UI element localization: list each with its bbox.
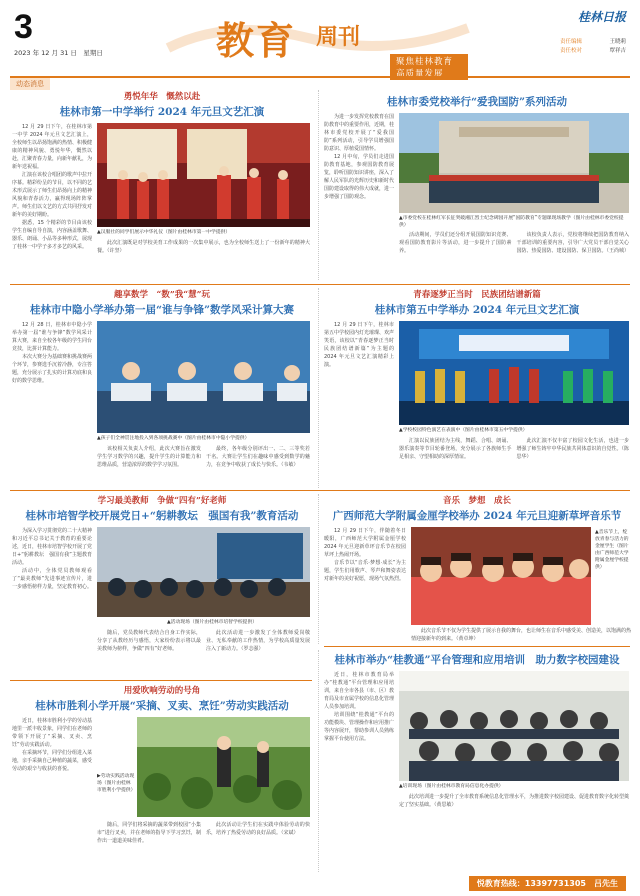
article-paragraph: 活动中，全体党员教师观看了“最美教师”先进事迹宣传片，进一步感悟榜样力量，坚定教育初心。 (12, 568, 93, 590)
article-paragraph: 12 月 29 日下午，在桂林市第一中学 2024 年元旦文艺汇演上，全校师生以昂扬饱满的热情、积极健康的精神风貌、勇悦年华，慨然以赴，汇聚青春力量，向新年献礼，为新年送祝福。 (12, 124, 93, 170)
issue-date: 2023 年 12 月 31 日 星期日 (14, 49, 103, 57)
article-paragraph: 此次活动让学生们在实践中体验劳动的快乐，培养了热爱劳动的良好品质。（宋斌） (206, 822, 310, 836)
article-paragraph: 随后，党员教师代表结合自身工作实际，分享了从教经历与感悟，大家纷纷表示将以最美教师为榜样，争做“四有”好老师。 (97, 630, 201, 652)
banner-suffix: 周刊 (316, 24, 361, 50)
photo-caption: ▲汉服社的同学们展示中华礼仪（图片由桂林市第一中学提供） (97, 230, 231, 235)
article-shengli-primary (12, 684, 312, 874)
article-paragraph: 12 月 29 日下午，桂林市第五中学校园内灯光璀璨、欢声笑语，该校以“青春逐梦正当时 民族团结谱新篇”为主题的 2024 年元旦文艺汇演精彩上演。 (324, 322, 400, 368)
section-banner (168, 8, 468, 79)
banner-title: 教育 (216, 18, 297, 63)
column-divider (318, 90, 319, 280)
masthead (0, 0, 640, 79)
article-paragraph: 为进一步发挥党校教育在国防教育中的重要作用，近期，桂林市委党校开展了“爱我国防”系列活动，引导学员增强国防意识、厚植爱国情怀。 (324, 114, 395, 152)
article-paragraph: 据悉，15 个精彩的节目由该校学生自编自导自演，内容涵盖歌舞、器乐、朗诵、小品等多种形式，展现了桂林一中学子多才多艺的风采。 (12, 220, 93, 250)
article-paragraph: 汇演在该校合唱团的歌声中拉开序幕。精彩纷呈的节目，以不同的艺术形式展示了师生们昂扬向上的精神风貌和青春活力，赢得现场阵阵掌声。师生们以文艺的方式共同抒发对新年的美好期盼。 (12, 172, 93, 218)
photo-training-session (399, 671, 629, 781)
article-headline: 桂林市委党校举行“爱我国防”系列活动 (386, 96, 568, 108)
page-number: 3 (14, 8, 33, 46)
article-paragraph: 最终，各年级分别评出一、二、三等奖若干名。大赛让学生们在趣味中感受到数学的魅力，在竞争中收获了成长与快乐。（韦敏） (206, 446, 310, 468)
article-special-school (12, 494, 312, 678)
photo-teacher-meeting (97, 527, 310, 617)
article-paragraph: 12 月中旬，学员们走进国防教育基地，参观国防教育展览，聆听国防知识讲座，深入了解人民军队的光辉历史和新时代国防建设取得的伟大成就，进一步增强了国防观念。 (324, 154, 395, 200)
article-headline: 广西师范大学附属金厘学校举办 2024 年元旦迎新草坪音乐节 (332, 510, 622, 522)
article-music-festival (324, 494, 630, 644)
article-headline: 桂林市举办“桂教通”平台管理和应用培训 助力数字校园建设 (334, 654, 620, 666)
article-paragraph: 此次音乐节不仅为学生提供了展示自我的舞台，也让师生在音乐中感受美、创造美，以饱满的热情迎接新年的到来。（黄卓坤） (411, 628, 632, 642)
editor-role: 责任编辑 (560, 39, 583, 45)
article-paragraph: 此次活动进一步激发了全体教师爱岗敬业、无私奉献的工作热情，为学校高质量发展注入了新动力。（罗志强） (206, 630, 310, 652)
photo-caption: ▲音乐节上，绽放青春与活力的金厘学生（图片由广西师范大学附属金厘学校提供） (595, 530, 629, 570)
column-divider (318, 288, 319, 488)
article-paragraph: 随后，同学们将采摘的蔬菜带到校园“小集市”进行叉卖，并在老师的指导下学习烹饪，制作出一道道美味佳肴。 (97, 822, 201, 844)
article-paragraph: 此次培训进一步提升了全市教育系统信息化管理水平，为推进数字校园建设、促进教育数字化转型奠定了坚实基础。（黄思敏） (399, 794, 630, 808)
column-divider (318, 650, 319, 872)
article-paragraph: 此次汇演不仅丰富了校园文化生活，也进一步增强了师生铸牢中华民族共同体意识的自觉性。（陈思华） (516, 438, 630, 460)
article-headline: 桂林市培智学校开展党日+“躬耕教坛 强国有我”教育活动 (25, 510, 299, 522)
section-tag: 动态消息 (10, 78, 50, 90)
photo-caption: ▲孩子们全神贯注地投入到各项挑战赛中（图片由桂林市中隐小学提供） (97, 436, 250, 441)
proofreader-name: 覃祥吉 (609, 48, 626, 54)
article-headline: 桂林市胜利小学开展“采摘、叉卖、烹饪”劳动实践活动 (35, 700, 289, 712)
article-paragraph: 音乐节以“音乐·梦想·成长”为主题，学生们用歌声、琴声和舞姿表达对新年的美好祝愿，现场气氛热烈。 (324, 560, 406, 582)
article-paragraph: 此次汇演既是对学校美育工作成果的一次集中展示，也为全校师生送上了一份新年的精神大餐。（许坚） (97, 240, 310, 254)
column-divider (318, 494, 319, 644)
article-kicker: 用爱吹响劳动的号角 (123, 686, 201, 696)
paper-logo: 桂林日报 (577, 10, 626, 24)
article-kicker: 音乐 梦想 成长 (442, 496, 511, 506)
banner-slogan: 聚焦桂林教育高质量发展 (390, 54, 468, 80)
article-party-school (324, 92, 630, 282)
photo-caption: ▲市委党校在桂林红军长征突破湘江烈士纪念碑园开展“国防教育”专题课现场教学（图片由桂林市委党校提供） (399, 216, 624, 228)
article-headline: 桂林市第一中学举行 2024 年元旦文艺汇演 (59, 106, 265, 118)
row-divider (10, 284, 630, 285)
photo-memorial-group (399, 113, 629, 213)
photo-students-cheering (411, 527, 591, 625)
article-paragraph: 近日，桂林市胜利小学的劳动基地里一派丰收景象，同学们在老师的带领下开展了“采摘、叉卖、烹饪”劳动实践活动。 (12, 718, 93, 748)
article-paragraph: 活动期间，学员们还分组开展国防知识竞赛、观看国防教育影片等活动，进一步提升了国防素养。 (399, 232, 512, 254)
article-fifth-middle-school (324, 288, 630, 488)
editor-name: 王晓莉 (609, 39, 626, 45)
photo-new-year-gala (399, 321, 629, 425)
article-headline: 桂林市第五中学举办 2024 年元旦文艺汇演 (374, 304, 580, 316)
article-paragraph: 汇演以民族团结为主线，舞蹈、合唱、朗诵、器乐演奏等节目轮番登场，充分展示了各族师生手足相亲、守望相助的深厚情谊。 (399, 438, 512, 460)
photo-caption: ▲培训现场（图片由桂林市教育局信息化办提供） (399, 784, 504, 789)
article-kicker: 勇悦年华 慨然以赴 (123, 92, 201, 102)
row-divider (10, 680, 312, 681)
photo-caption: ▶劳动实践活动现场（图片由桂林市胜利小学提供） (97, 774, 136, 793)
article-paragraph: 该校负责人表示，党校将继续把国防教育纳入干部培训的重要内容，引导广大党员干部自觉关心国防、热爱国防、建设国防、保卫国防。（王尚城） (516, 232, 630, 254)
article-kicker: 青春逐梦正当时 民族团结谱新篇 (413, 290, 541, 300)
row-divider (324, 646, 630, 647)
article-paragraph: 近日，桂林市教育局举办“桂教通”平台管理和应用培训，来自全市各县（市、区）教育局及市直属学校的信息化管理人员参加培训。 (324, 672, 395, 710)
photo-caption: ▲活动现场（图片由桂林市培智学校提供） (167, 620, 258, 625)
article-kicker: 趣享数学 “数”我“慧”玩 (113, 290, 211, 300)
article-paragraph: 培训围绕“桂教通”平台的功能模块、管理操作和应用推广等内容展开，帮助参训人员熟练掌握平台使用方法。 (324, 712, 395, 742)
article-first-middle-school (12, 90, 312, 280)
photo-labor-practice (137, 717, 310, 817)
proofreader-role: 责任校对 (560, 48, 583, 54)
article-paragraph: 12 月 29 日下午，伴随着冬日暖阳，广西师范大学附属金厘学校 2024 年元旦迎新草坪音乐节在校园草坪上热闹开场。 (324, 528, 406, 558)
article-paragraph: 该校相关负责人介绍，此次大赛旨在激发学生学习数学的兴趣，提升学生的计算能力和思维品质，营造浓厚的数学学习氛围。 (97, 446, 201, 468)
article-paragraph: 在采摘环节，同学们分组进入菜地，亲手采摘自己种植的蔬菜，感受劳动的艰辛与收获的喜悦。 (12, 750, 93, 772)
article-headline: 桂林市中隐小学举办第一届“谁与争锋”数学风采计算大赛 (29, 304, 295, 316)
photo-stage-performance (97, 123, 310, 227)
article-paragraph: 本次大赛分为基础赛和挑战赛两个环节，参赛选手沉着冷静，专注答题，充分展示了扎实的计算功底和良好的数学思维。 (12, 354, 93, 384)
photo-math-contest (97, 321, 310, 433)
row-divider (10, 490, 630, 491)
reader-hotline: 悦教育热线：13397731305 吕先生 (469, 876, 626, 891)
article-zhongyin-primary (12, 288, 312, 488)
editor-credits (560, 38, 626, 56)
section-bar (10, 76, 630, 88)
article-paragraph: 12 月 28 日，桂林市中隐小学举办第一届“谁与争锋”数学风采计算大赛，来自全校各年级的学生同台竞技，比拼计算能力。 (12, 322, 93, 352)
article-kicker: 学习最美教师 争做“四有”好老师 (97, 496, 227, 506)
photo-caption: ▲学校校园特色演艺在表演中（图片由桂林市第五中学提供） (399, 428, 528, 433)
article-paragraph: 为深入学习贯彻党的二十大精神和习近平总书记关于教育的重要论述，近日，桂林市培智学校开展了党日+“躬耕教坛 强国有我”主题教育活动。 (12, 528, 93, 566)
article-guijiaotong-training (324, 650, 630, 872)
